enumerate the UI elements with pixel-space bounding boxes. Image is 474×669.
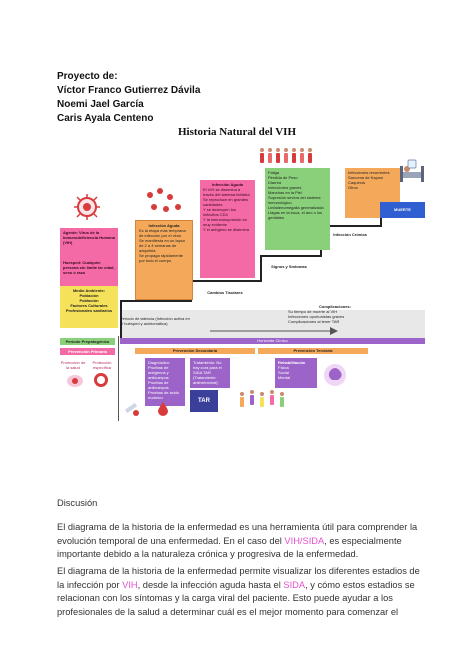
highlight-text: VIH/SIDA bbox=[284, 535, 325, 546]
sintoma-item: Llagas en la boca, el ano o los genitales bbox=[268, 210, 323, 220]
infographic-title: Historia Natural del VIH bbox=[177, 126, 297, 138]
blood-cells-icon bbox=[145, 188, 185, 216]
sintoma-item: Linfadenomegalia generalizada bbox=[268, 205, 324, 210]
recurrente-item: Sarcoma de Kaposi bbox=[348, 175, 383, 180]
infeccion-aguda-item: Se propaga rápidamente por todo el cuerpo bbox=[139, 253, 184, 263]
infeccion-aguda-heading: Infección Aguda bbox=[212, 182, 243, 187]
hands-icon bbox=[66, 374, 84, 388]
infeccion-aguda-item: Y la inmunosupresión es muy evidente bbox=[203, 217, 247, 227]
huesped-text: Huesped: Cualquier persona sin límite lar edad, sexo o raza bbox=[63, 260, 115, 275]
rehabilitacion-box bbox=[275, 358, 317, 388]
paragraph-text: , y cómo estos estadios se relacionan con los síntomas y la carga viral del paciente. Esto puede ayudar a los profesionales de la salud a determinar cuál es el mejor momento para comenzar el bbox=[57, 579, 415, 617]
prevencion-terciaria-text: Prevención Terciaria bbox=[293, 348, 333, 353]
discussion-paragraph bbox=[57, 521, 422, 562]
recurrente-item: Otros bbox=[348, 185, 358, 190]
people-icon bbox=[260, 148, 320, 166]
paragraph-text: El diagrama de la historia de la enfermedad es una herramienta útil para comprender la evolución temporal de una enfermedad. En el caso del bbox=[57, 522, 418, 546]
periodo-latencia-label: Periodo de latencia (Infección activa en el huésped y asintomática) bbox=[120, 316, 190, 326]
horizonte-clinico-text: Horizonte Clínico bbox=[257, 338, 288, 343]
tratamiento-text: Tratamiento: No hay cura para el SIDA TAR (Tratamiento antirretroviral) bbox=[193, 360, 222, 385]
sintoma-item: Diarrea bbox=[268, 180, 282, 185]
group-people-icon bbox=[238, 388, 298, 410]
complicacion-item: Su tiempo de muerte al VIH bbox=[288, 309, 338, 314]
mental-health-icon bbox=[322, 362, 348, 388]
tratamiento-box bbox=[190, 358, 230, 388]
diagnostico-text: Diagnóstico: Pruebas de antígenos y anticuerpos Pruebas de anticuerpos Pruebas de ácido nucleico bbox=[148, 360, 180, 400]
prevencion-secundaria-bar bbox=[135, 348, 255, 354]
periodo-prepatogenico-text: Periodo Prepatogénico bbox=[65, 339, 110, 344]
infeccion-aguda-item: Y el antígeno se disemina bbox=[203, 227, 249, 232]
condom-icon bbox=[92, 372, 110, 388]
rehabilitacion-heading: Rehabilitación bbox=[278, 360, 306, 365]
rehabilitacion-item: Social bbox=[278, 370, 289, 375]
prevencion-terciaria-bar bbox=[258, 348, 368, 354]
author-name: Caris Ayala Centeno bbox=[57, 113, 154, 124]
prevencion-secundaria-text: Prevención Secundaria bbox=[172, 348, 218, 353]
infeccion-aguda-box bbox=[135, 220, 193, 300]
infeccion-aguda-heading: Infección Aguda bbox=[148, 223, 180, 228]
sintoma-item: Pérdida de Peso bbox=[268, 175, 298, 180]
author-name: Noemi Jael García bbox=[57, 99, 144, 110]
sintomas-box bbox=[265, 168, 330, 250]
paragraph-text: El diagrama de la historia de la enfermedad permite visualizar los diferentes estadios de la infección por bbox=[57, 566, 420, 590]
infographic bbox=[60, 140, 425, 425]
authors-block bbox=[57, 70, 200, 126]
infeccion-cronica-label: Infección Crónica bbox=[333, 232, 367, 237]
tar-badge bbox=[190, 390, 218, 412]
recurrente-item: Caquexia bbox=[348, 180, 365, 185]
complicacion-item: Complicaciones al tener TAR bbox=[288, 319, 340, 324]
project-label: Proyecto de: bbox=[57, 71, 118, 82]
prevencion-primaria-bar bbox=[60, 348, 115, 355]
highlight-text: VIH bbox=[122, 579, 138, 590]
sintoma-item: Fatiga bbox=[268, 170, 280, 175]
huesped-box bbox=[60, 258, 118, 286]
recurrente-item: Infecciones recurrentes bbox=[348, 170, 390, 175]
sintoma-item: Manchas en la Piel bbox=[268, 190, 302, 195]
complicaciones-heading: Complicaciones: bbox=[318, 304, 351, 309]
tar-text: TAR bbox=[198, 398, 210, 404]
sintoma-item: Supresión severa del sistema inmunológico bbox=[268, 195, 321, 205]
proteccion-especifica-label: Protección específica bbox=[92, 360, 112, 370]
horizonte-clinico-bar bbox=[120, 338, 425, 344]
divider-line bbox=[118, 336, 119, 421]
medio-ambiente-item: Población bbox=[79, 298, 99, 303]
medio-ambiente-item: Profesionales sanitarios bbox=[65, 308, 113, 313]
rehabilitacion-item: Física bbox=[278, 365, 289, 370]
signos-sintomas-label: Signos y Síntomas bbox=[271, 264, 307, 269]
infeccion-aguda-item: Se reproduce en grandes cantidades bbox=[203, 197, 249, 207]
blood-drop-icon bbox=[158, 402, 168, 416]
hospital-bed-icon bbox=[398, 158, 426, 184]
complicacion-item: Infecciones oportunistas graves bbox=[288, 314, 345, 319]
diagnostico-box bbox=[145, 358, 185, 406]
paragraph-text: , desde la infección aguda hasta el bbox=[137, 579, 284, 590]
author-name: Víctor Franco Gutierrez Dávila bbox=[57, 85, 201, 96]
paragraph-text: , es especialmente importante debido a la naturaleza crónica y progresiva de la enfermedad. bbox=[57, 535, 402, 559]
agente-text: Agente: Virus de la Inmunodeficiencia Humana (VIH) bbox=[63, 230, 116, 245]
infeccion-aguda-item: Es la etapa más temprana de infección por el virus bbox=[139, 228, 186, 238]
muerte-box bbox=[380, 202, 425, 218]
highlight-text: SIDA bbox=[283, 579, 306, 590]
infeccion-aguda-box bbox=[200, 180, 255, 278]
infeccion-aguda-item: Y se destruyen los linfocitos CD4 bbox=[203, 207, 236, 217]
medio-ambiente-title: Medio Ambiente: bbox=[72, 288, 106, 293]
medio-ambiente-item: Factores Culturales bbox=[70, 303, 108, 308]
syringe-icon bbox=[122, 398, 142, 418]
infeccion-aguda-item: Se manifiesta en un lapso de 2 a 4 semanas de adquirirla bbox=[139, 238, 186, 253]
agente-box bbox=[60, 228, 118, 258]
periodo-prepatogenico-bar bbox=[60, 338, 115, 345]
promocion-salud-label: Promoción de la salud bbox=[60, 360, 86, 370]
virus-icon bbox=[72, 192, 102, 222]
medio-ambiente-item: Población bbox=[79, 293, 99, 298]
discussion-heading: Discusión bbox=[57, 498, 98, 508]
medio-ambiente-box bbox=[60, 286, 118, 328]
muerte-text: MUERTE bbox=[394, 207, 411, 212]
cambios-tisulares-label: Cambios Tisulares bbox=[207, 290, 243, 295]
prevencion-primaria-text: Prevención Primaria bbox=[68, 349, 107, 354]
horizonte-clinico-arrow bbox=[210, 323, 340, 333]
infeccion-aguda-item: El VIH se disemina a través del sistema linfático bbox=[203, 187, 250, 197]
sintoma-item: Infecciones graves bbox=[268, 185, 302, 190]
rehabilitacion-item: Mental bbox=[278, 375, 291, 380]
discussion-paragraph bbox=[57, 565, 422, 619]
